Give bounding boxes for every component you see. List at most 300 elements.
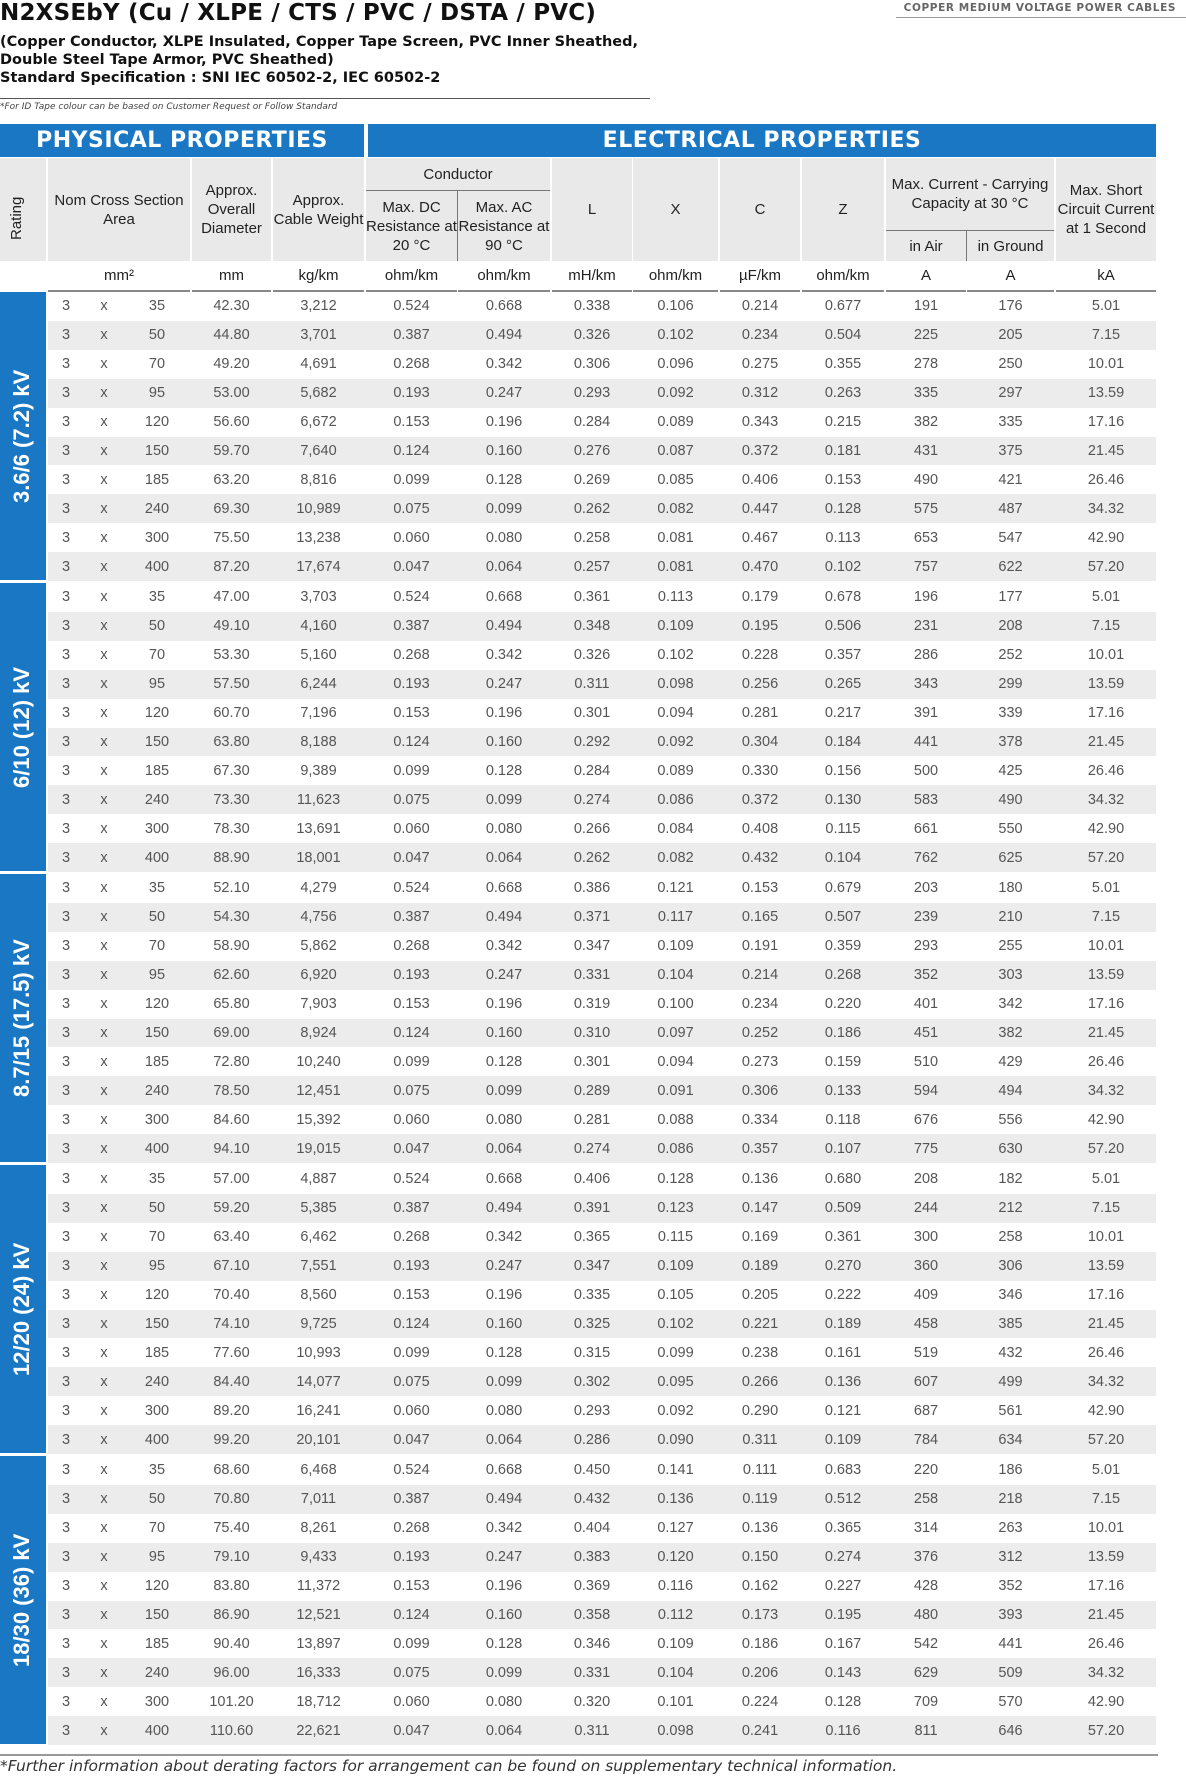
- cell-inductance: 0.262: [573, 849, 611, 866]
- cell-max-dc: 0.099: [393, 1053, 430, 1070]
- cell-times: x: [100, 1462, 108, 1479]
- cell-in-air: 490: [913, 471, 939, 488]
- cell-times: x: [100, 327, 108, 344]
- cell-in-air: 231: [913, 618, 939, 635]
- rating-group-text: 8.7/15 (17.5) kV: [9, 939, 34, 1097]
- cell-in-ground: 177: [998, 589, 1023, 606]
- cell-short-circuit: 5.01: [1091, 589, 1121, 606]
- cell-in-air: 542: [913, 1635, 939, 1652]
- cell-inductance: 0.369: [573, 1578, 611, 1595]
- cell-reactance: 0.088: [657, 1111, 694, 1128]
- cell-reactance: 0.105: [657, 1287, 694, 1304]
- cell-weight: 7,903: [300, 996, 337, 1013]
- cell-in-ground: 625: [998, 849, 1023, 866]
- cell-max-dc: 0.268: [393, 1229, 430, 1246]
- cell-reactance: 0.094: [657, 705, 694, 722]
- cell-diameter: 79.10: [213, 1549, 250, 1566]
- cell-max-ac: 0.342: [485, 647, 523, 664]
- cell-inductance: 0.406: [573, 1171, 611, 1188]
- cell-cross-section: 50: [148, 618, 166, 635]
- cell-diameter: 58.90: [213, 938, 250, 955]
- cell-cross-section: 240: [144, 791, 170, 808]
- cell-times: x: [100, 1693, 108, 1710]
- cell-max-ac: 0.128: [485, 1344, 523, 1361]
- table-row: [48, 1076, 1156, 1105]
- table-row: [48, 350, 1156, 379]
- cell-diameter: 90.40: [213, 1635, 250, 1652]
- cell-cross-section: 50: [148, 1200, 166, 1217]
- cell-short-circuit: 10.01: [1087, 356, 1125, 373]
- conductor-header: Conductor: [366, 158, 550, 190]
- table-row: [48, 1223, 1156, 1252]
- cell-reactance: 0.104: [657, 1664, 694, 1681]
- cell-inductance: 0.284: [573, 762, 611, 779]
- cell-cross-section: 240: [144, 1664, 170, 1681]
- table-row: [48, 292, 1156, 321]
- cell-capacitance: 0.241: [741, 1722, 779, 1739]
- cell-in-air: 220: [913, 1462, 939, 1479]
- cell-capacitance: 0.165: [741, 909, 779, 926]
- cell-times: x: [100, 529, 108, 546]
- cell-in-ground: 263: [998, 1520, 1023, 1537]
- cell-inductance: 0.281: [573, 1111, 611, 1128]
- cell-inductance: 0.325: [573, 1315, 611, 1332]
- cell-impedance: 0.167: [824, 1635, 862, 1652]
- cell-inductance: 0.391: [573, 1200, 611, 1217]
- cell-capacitance: 0.408: [741, 820, 779, 837]
- cell-inductance: 0.358: [573, 1606, 611, 1623]
- cell-diameter: 86.90: [213, 1606, 250, 1623]
- cell-cross-section: 35: [148, 1171, 166, 1188]
- cell-weight: 13,691: [296, 820, 341, 837]
- in-air-header: in Air: [886, 231, 966, 261]
- rating-group-text: 18/30 (36) kV: [9, 1533, 34, 1667]
- page-title: N2XSEbY (Cu / XLPE / CTS / PVC / DSTA / PVC): [0, 0, 597, 26]
- cell-in-air: 709: [913, 1693, 939, 1710]
- cell-inductance: 0.326: [573, 647, 611, 664]
- cell-cores: 3: [61, 1693, 71, 1710]
- cell-impedance: 0.265: [824, 676, 862, 693]
- unit-max-dc: ohm/km: [366, 261, 457, 292]
- cell-capacitance: 0.162: [741, 1578, 779, 1595]
- cell-short-circuit: 10.01: [1087, 647, 1125, 664]
- cell-reactance: 0.101: [657, 1693, 694, 1710]
- cell-in-air: 575: [913, 500, 939, 517]
- cell-cores: 3: [61, 1520, 71, 1537]
- cell-impedance: 0.133: [824, 1082, 862, 1099]
- cell-impedance: 0.161: [824, 1344, 862, 1361]
- cell-diameter: 87.20: [213, 558, 250, 575]
- cell-inductance: 0.347: [573, 1258, 611, 1275]
- cell-impedance: 0.227: [824, 1578, 862, 1595]
- cell-weight: 3,212: [300, 298, 337, 315]
- cell-impedance: 0.102: [824, 558, 862, 575]
- cell-inductance: 0.269: [573, 471, 611, 488]
- cell-max-dc: 0.193: [393, 967, 430, 984]
- cell-short-circuit: 34.32: [1087, 1373, 1125, 1390]
- cell-capacitance: 0.173: [741, 1606, 779, 1623]
- cell-reactance: 0.092: [657, 1402, 694, 1419]
- cell-max-ac: 0.342: [485, 1520, 523, 1537]
- cell-short-circuit: 26.46: [1087, 1635, 1125, 1652]
- cell-in-ground: 375: [998, 442, 1023, 459]
- cell-impedance: 0.153: [824, 471, 862, 488]
- cell-max-ac: 0.064: [485, 1722, 523, 1739]
- table-row: [48, 961, 1156, 990]
- cell-diameter: 65.80: [213, 996, 250, 1013]
- cell-weight: 22,621: [296, 1722, 341, 1739]
- cell-weight: 6,244: [300, 676, 337, 693]
- cell-capacitance: 0.304: [741, 733, 779, 750]
- cell-in-air: 376: [913, 1549, 939, 1566]
- cell-in-air: 519: [913, 1344, 939, 1361]
- cell-diameter: 69.30: [213, 500, 250, 517]
- cell-capacitance: 0.334: [741, 1111, 779, 1128]
- cell-in-ground: 255: [998, 938, 1023, 955]
- cell-reactance: 0.085: [657, 471, 694, 488]
- cell-cross-section: 240: [144, 1373, 170, 1390]
- cell-inductance: 0.320: [573, 1693, 611, 1710]
- cell-inductance: 0.365: [573, 1229, 611, 1246]
- cell-max-dc: 0.099: [393, 762, 430, 779]
- cell-inductance: 0.404: [573, 1520, 611, 1537]
- cell-short-circuit: 57.20: [1087, 849, 1125, 866]
- cell-max-dc: 0.099: [393, 471, 430, 488]
- cell-times: x: [100, 558, 108, 575]
- table-row: [48, 1456, 1156, 1485]
- cell-in-ground: 252: [998, 647, 1023, 664]
- cell-diameter: 73.30: [213, 791, 250, 808]
- cell-in-ground: 180: [998, 880, 1023, 897]
- cell-reactance: 0.090: [657, 1431, 694, 1448]
- cell-max-dc: 0.124: [393, 1024, 430, 1041]
- cell-impedance: 0.109: [824, 1431, 862, 1448]
- cell-max-ac: 0.099: [485, 500, 523, 517]
- cell-capacitance: 0.214: [741, 298, 779, 315]
- cell-in-air: 775: [913, 1140, 939, 1157]
- cell-in-air: 687: [913, 1402, 939, 1419]
- cell-max-ac: 0.064: [485, 1431, 523, 1448]
- cell-times: x: [100, 589, 108, 606]
- cell-capacitance: 0.205: [741, 1287, 779, 1304]
- cell-cores: 3: [61, 996, 71, 1013]
- table-row: [48, 1543, 1156, 1572]
- cell-max-ac: 0.064: [485, 558, 523, 575]
- unit-in-ground: A: [967, 261, 1054, 292]
- cell-weight: 4,691: [300, 356, 337, 373]
- cell-cross-section: 185: [144, 1053, 170, 1070]
- cell-diameter: 77.60: [213, 1344, 250, 1361]
- cell-inductance: 0.286: [573, 1431, 611, 1448]
- cell-short-circuit: 7.15: [1091, 618, 1121, 635]
- inductance-header: L: [552, 158, 632, 261]
- nom-cross-header: Nom Cross Section Area: [48, 158, 190, 261]
- cell-reactance: 0.102: [657, 647, 694, 664]
- in-ground-header: in Ground: [967, 231, 1054, 261]
- cell-max-dc: 0.047: [393, 1431, 430, 1448]
- cell-max-dc: 0.047: [393, 1722, 430, 1739]
- cell-reactance: 0.136: [657, 1491, 694, 1508]
- cell-max-dc: 0.268: [393, 356, 430, 373]
- cell-times: x: [100, 1171, 108, 1188]
- cell-max-ac: 0.494: [485, 1491, 523, 1508]
- cell-weight: 5,682: [300, 385, 337, 402]
- cell-times: x: [100, 676, 108, 693]
- cell-cross-section: 35: [148, 880, 166, 897]
- cell-weight: 16,333: [296, 1664, 341, 1681]
- cell-reactance: 0.113: [657, 589, 694, 606]
- cell-cross-section: 35: [148, 589, 166, 606]
- cell-capacitance: 0.447: [741, 500, 779, 517]
- cell-reactance: 0.099: [657, 1344, 694, 1361]
- cell-short-circuit: 26.46: [1087, 1344, 1125, 1361]
- cell-max-dc: 0.524: [393, 589, 430, 606]
- cell-cross-section: 50: [148, 909, 166, 926]
- cell-in-air: 676: [913, 1111, 939, 1128]
- cell-max-ac: 0.160: [485, 1024, 523, 1041]
- cell-times: x: [100, 820, 108, 837]
- cell-short-circuit: 13.59: [1087, 1549, 1125, 1566]
- cell-impedance: 0.263: [824, 385, 862, 402]
- cell-cross-section: 70: [148, 1229, 166, 1246]
- cell-inductance: 0.293: [573, 385, 611, 402]
- cell-times: x: [100, 414, 108, 431]
- cell-max-dc: 0.075: [393, 500, 430, 517]
- cell-impedance: 0.159: [824, 1053, 862, 1070]
- cell-in-air: 428: [913, 1578, 939, 1595]
- cell-inductance: 0.335: [573, 1287, 611, 1304]
- cell-max-ac: 0.494: [485, 1200, 523, 1217]
- cell-times: x: [100, 1258, 108, 1275]
- cell-in-air: 203: [913, 880, 939, 897]
- cell-short-circuit: 34.32: [1087, 791, 1125, 808]
- cell-max-ac: 0.160: [485, 1606, 523, 1623]
- cell-reactance: 0.095: [657, 1373, 694, 1390]
- cell-max-ac: 0.668: [485, 589, 523, 606]
- cell-diameter: 49.10: [213, 618, 250, 635]
- cell-max-ac: 0.494: [485, 909, 523, 926]
- cell-reactance: 0.082: [657, 849, 694, 866]
- cell-max-dc: 0.387: [393, 909, 430, 926]
- cell-max-dc: 0.268: [393, 938, 430, 955]
- cell-in-ground: 622: [998, 558, 1023, 575]
- cell-short-circuit: 10.01: [1087, 938, 1125, 955]
- cell-diameter: 63.40: [213, 1229, 250, 1246]
- cell-cores: 3: [61, 1258, 71, 1275]
- cell-short-circuit: 5.01: [1091, 298, 1121, 315]
- cell-reactance: 0.086: [657, 791, 694, 808]
- capacitance-header: C: [720, 158, 800, 261]
- cell-short-circuit: 42.90: [1087, 1111, 1125, 1128]
- cell-inductance: 0.311: [574, 1722, 610, 1739]
- cell-max-ac: 0.064: [485, 1140, 523, 1157]
- cell-max-dc: 0.387: [393, 1491, 430, 1508]
- cell-in-ground: 218: [998, 1491, 1023, 1508]
- table-row: [48, 321, 1156, 350]
- cell-in-air: 244: [913, 1200, 939, 1217]
- cell-in-air: 335: [913, 385, 939, 402]
- cell-cross-section: 240: [144, 500, 170, 517]
- cell-times: x: [100, 938, 108, 955]
- cell-times: x: [100, 1402, 108, 1419]
- cell-inductance: 0.326: [573, 327, 611, 344]
- cell-weight: 13,897: [296, 1635, 341, 1652]
- cell-cross-section: 185: [144, 762, 170, 779]
- cell-max-ac: 0.080: [485, 820, 523, 837]
- table-row: [48, 1252, 1156, 1281]
- cell-max-ac: 0.099: [485, 791, 523, 808]
- cell-inductance: 0.289: [573, 1082, 611, 1099]
- cell-inductance: 0.262: [573, 500, 611, 517]
- cell-capacitance: 0.273: [741, 1053, 779, 1070]
- cell-inductance: 0.301: [573, 1053, 611, 1070]
- cell-in-air: 391: [913, 705, 939, 722]
- cell-cross-section: 95: [148, 676, 166, 693]
- cell-capacitance: 0.252: [741, 1024, 779, 1041]
- header-rule: [366, 190, 550, 191]
- cell-reactance: 0.109: [657, 618, 694, 635]
- cell-max-ac: 0.160: [485, 733, 523, 750]
- cell-impedance: 0.683: [824, 1462, 862, 1479]
- cell-inductance: 0.274: [573, 791, 611, 808]
- cell-times: x: [100, 1722, 108, 1739]
- cell-cross-section: 70: [148, 938, 166, 955]
- cell-cross-section: 95: [148, 385, 166, 402]
- cell-impedance: 0.121: [824, 1402, 862, 1419]
- cell-in-air: 382: [913, 414, 939, 431]
- cell-cores: 3: [61, 1053, 71, 1070]
- diameter-header: Approx. Overall Diameter: [192, 158, 271, 261]
- cell-short-circuit: 7.15: [1091, 909, 1121, 926]
- cell-diameter: 62.60: [213, 967, 250, 984]
- cell-in-ground: 176: [998, 298, 1023, 315]
- cell-times: x: [100, 356, 108, 373]
- cell-max-ac: 0.668: [485, 880, 523, 897]
- cell-impedance: 0.195: [824, 1606, 862, 1623]
- cell-weight: 5,160: [300, 647, 337, 664]
- cell-inductance: 0.348: [573, 618, 611, 635]
- cell-short-circuit: 13.59: [1087, 385, 1125, 402]
- cell-cores: 3: [61, 1111, 71, 1128]
- cell-max-ac: 0.494: [485, 618, 523, 635]
- cell-max-ac: 0.160: [485, 442, 523, 459]
- cell-capacitance: 0.330: [741, 762, 779, 779]
- cell-diameter: 49.20: [213, 356, 250, 373]
- cell-inductance: 0.292: [573, 733, 611, 750]
- cell-max-dc: 0.099: [393, 1344, 430, 1361]
- cell-in-ground: 205: [998, 327, 1023, 344]
- cell-max-ac: 0.196: [485, 996, 523, 1013]
- unit-nom-cross: mm²: [48, 261, 190, 292]
- cell-short-circuit: 17.16: [1087, 1578, 1125, 1595]
- cell-max-dc: 0.524: [393, 298, 430, 315]
- cell-in-ground: 509: [998, 1664, 1023, 1681]
- table-row: [48, 379, 1156, 408]
- cell-reactance: 0.104: [657, 967, 694, 984]
- cell-diameter: 89.20: [213, 1402, 250, 1419]
- max-current-header: Max. Current - Carrying Capacity at 30 °C: [886, 158, 1054, 230]
- cell-max-ac: 0.342: [485, 1229, 523, 1246]
- cell-cross-section: 150: [144, 1024, 170, 1041]
- table-row: [48, 552, 1156, 581]
- cell-weight: 12,521: [296, 1606, 341, 1623]
- rating-group-text: 6/10 (12) kV: [9, 666, 34, 788]
- cell-in-air: 629: [913, 1664, 939, 1681]
- table-row: [48, 903, 1156, 932]
- cell-times: x: [100, 1606, 108, 1623]
- max-ac-header: Max. AC Resistance at 90 °C: [458, 191, 550, 261]
- cell-cross-section: 35: [148, 1462, 166, 1479]
- cell-max-dc: 0.060: [393, 820, 430, 837]
- cell-inductance: 0.302: [573, 1373, 611, 1390]
- cell-diameter: 67.30: [213, 762, 250, 779]
- table-row: [48, 437, 1156, 466]
- unit-inductance: mH/km: [552, 261, 632, 292]
- table-row: [48, 785, 1156, 814]
- cell-times: x: [100, 1491, 108, 1508]
- cell-capacitance: 0.275: [741, 356, 779, 373]
- cell-short-circuit: 57.20: [1087, 558, 1125, 575]
- table-row: [48, 523, 1156, 552]
- cell-in-ground: 385: [998, 1315, 1023, 1332]
- cell-weight: 10,993: [296, 1344, 341, 1361]
- table-row: [48, 1047, 1156, 1076]
- table-row: [48, 1105, 1156, 1134]
- cell-max-dc: 0.524: [393, 1462, 430, 1479]
- cell-impedance: 0.130: [824, 791, 862, 808]
- cell-diameter: 75.40: [213, 1520, 250, 1537]
- cell-reactance: 0.081: [657, 558, 694, 575]
- cell-in-ground: 339: [998, 705, 1023, 722]
- cell-weight: 17,674: [296, 558, 341, 575]
- cell-max-dc: 0.075: [393, 1664, 430, 1681]
- cell-in-ground: 303: [998, 967, 1023, 984]
- cell-weight: 20,101: [296, 1431, 341, 1448]
- cell-diameter: 78.30: [213, 820, 250, 837]
- cell-in-air: 196: [913, 589, 939, 606]
- cell-cores: 3: [61, 938, 71, 955]
- physical-properties-heading: PHYSICAL PROPERTIES: [0, 124, 364, 157]
- table-row: [48, 1194, 1156, 1223]
- cell-weight: 6,920: [300, 967, 337, 984]
- cell-cores: 3: [61, 442, 71, 459]
- cell-cores: 3: [61, 1229, 71, 1246]
- cell-inductance: 0.315: [573, 1344, 611, 1361]
- cell-diameter: 67.10: [213, 1258, 250, 1275]
- cell-cores: 3: [61, 880, 71, 897]
- cell-short-circuit: 10.01: [1087, 1520, 1125, 1537]
- cell-in-air: 343: [913, 676, 939, 693]
- cell-reactance: 0.117: [657, 909, 694, 926]
- cell-short-circuit: 57.20: [1087, 1431, 1125, 1448]
- cell-in-ground: 186: [998, 1462, 1023, 1479]
- cell-reactance: 0.121: [657, 880, 694, 897]
- cell-capacitance: 0.234: [741, 327, 779, 344]
- cell-max-dc: 0.153: [393, 705, 430, 722]
- cell-capacitance: 0.311: [742, 1431, 778, 1448]
- rating-group-text: 12/20 (24) kV: [9, 1242, 34, 1376]
- cell-max-ac: 0.064: [485, 849, 523, 866]
- cell-short-circuit: 42.90: [1087, 1402, 1125, 1419]
- cell-capacitance: 0.136: [741, 1171, 779, 1188]
- cell-max-dc: 0.153: [393, 1578, 430, 1595]
- cell-in-ground: 382: [998, 1024, 1023, 1041]
- cell-cores: 3: [61, 967, 71, 984]
- cell-short-circuit: 13.59: [1087, 676, 1125, 693]
- cell-cores: 3: [61, 1140, 71, 1157]
- cell-cross-section: 95: [148, 1549, 166, 1566]
- rating-group-label: [0, 874, 46, 1162]
